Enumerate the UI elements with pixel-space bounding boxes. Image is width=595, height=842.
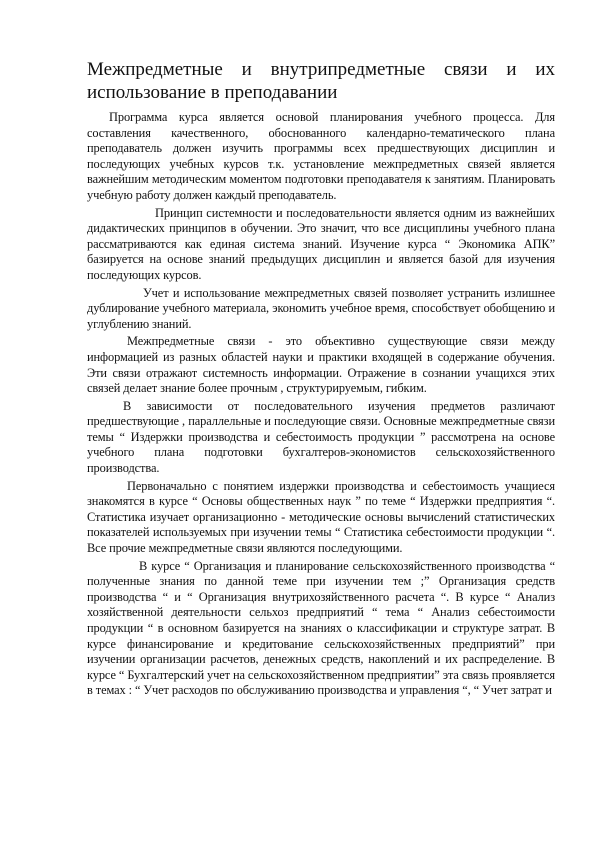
document-title: Межпредметные и внутрипредметные связи и их использование в преподавании xyxy=(87,59,555,103)
paragraph-5: В зависимости от последовательного изучения предметов различают предшествующие , параллельные и последующие связи. Основные межпредметные связи темы “ Издержки производства и себестоимость продукции ” рассмотрена на основе учебного плана подготовки бухгалтеров-экономистов сельскохозяйственного производства. xyxy=(87,398,555,476)
paragraph-2: Принцип системности и последовательности является одним из важнейших дидактических принципов в обучении. Это значит, что все дисциплины учебного плана рассматриваются как единая система знаний. Изучение курса “ Экономика АПК” базируется на основе знаний предыдущих дисциплин и является базой для изучения последующих курсов. xyxy=(87,205,555,282)
paragraph-7: В курсе “ Организация и планирование сельскохозяйственного производства “ полученные знания по данной теме при изучении тем ;” Организация средств производства “ и “ Организация внутрихозяйственного расчета “. В курсе “ Анализ хозяйственной деятельности сельхоз предприятий “ тема “ Анализ себестоимости продукции “ в основном базируется на знаниях о классификации и структуре затрат. В курсе финансирование и кредитование сельскохозяйственных предприятий” при изучении организации расчетов, денежных средств, накоплений и их распределение. В курсе “ Бухгалтерский учет на сельскохозяйственном предприятии” эта связь проявляется в темах : “ Учет расходов по обслуживанию производства и управления “, “ Учет затрат и xyxy=(87,558,555,698)
paragraph-6: Первоначально с понятием издержки производства и себестоимость учащиеся знакомятся в курсе “ Основы общественных наук ” по теме “ Издержки предприятия “. Статистика изучает организационно - методические основы вычислений статистических показателей используемых при изучении темы “ Статистика себестоимости продукции “. Все прочие межпредметные связи являются последующими. xyxy=(87,478,555,556)
document-page xyxy=(87,58,555,701)
paragraph-4: Межпредметные связи - это объективно существующие связи между информацией из разных областей науки и практики входящей в содержание обучения. Эти связи отражают системность информации. Отражение в сознании учащихся этих связей делает знание более прочным , структурируемым, гибким. xyxy=(87,334,555,396)
paragraph-3: Учет и использование межпредметных связей позволяет устранить излишнее дублирование учебного материала, экономить учебное время, способствует обобщению и углублению знаний. xyxy=(87,285,555,331)
paragraph-1: Программа курса является основой планирования учебного процесса. Для составления качественного, обоснованного календарно-тематического плана преподаватель должен изучить программы всех предшествующих дисциплин и последующих учебных курсов т.к. установление межпредметных связей является важнейшим методическим моментом подготовки преподавателя к занятиям. Планировать учебную работу должен каждый преподаватель. xyxy=(87,110,555,202)
